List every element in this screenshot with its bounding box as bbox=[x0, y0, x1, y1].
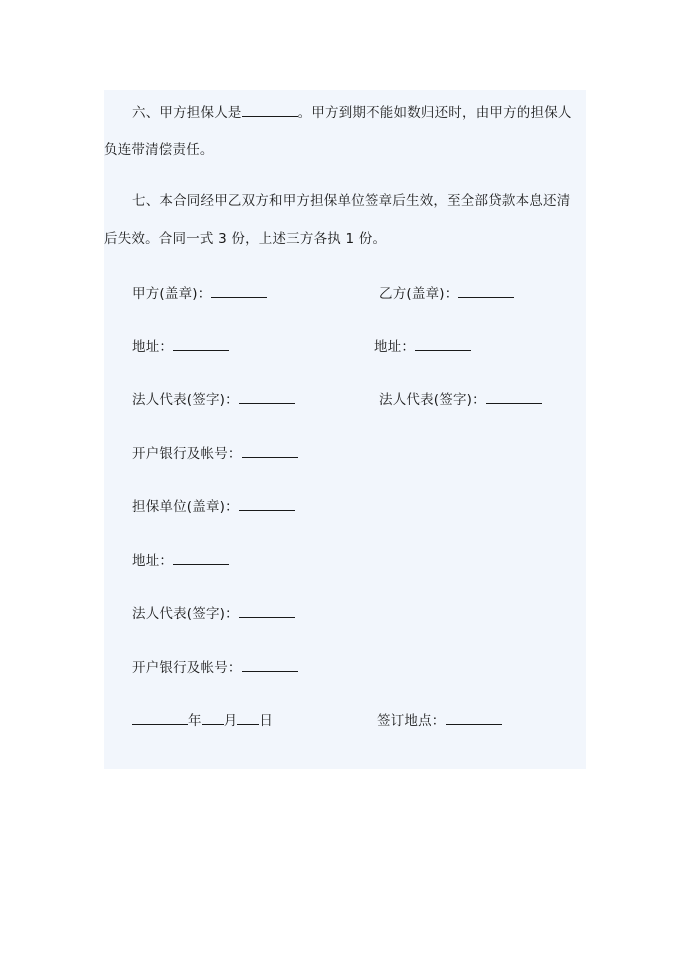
guarantor-bank-field bbox=[132, 658, 298, 677]
party-a-bank-field bbox=[132, 444, 298, 463]
party-a-bank-label: 开户银行及帐号： bbox=[132, 446, 242, 462]
clause-7-line-1: 七、本合同经甲乙双方和甲方担保单位签章后生效，至全部贷款本息还清 bbox=[132, 193, 571, 209]
guarantor-seal-blank[interactable] bbox=[239, 497, 295, 511]
party-b-address-label: 地址： bbox=[374, 339, 416, 355]
clause-6-suffix: 。甲方到期不能如数归还时，由甲方的担保人 bbox=[297, 105, 572, 121]
signing-place-field bbox=[377, 711, 502, 730]
signing-place-label: 签订地点： bbox=[377, 713, 446, 729]
party-a-legal-rep-field bbox=[132, 390, 295, 409]
party-a-seal-field bbox=[132, 284, 267, 303]
party-a-legal-rep-blank[interactable] bbox=[239, 390, 295, 404]
guarantor-address-blank[interactable] bbox=[173, 551, 229, 565]
guarantor-bank-label: 开户银行及帐号： bbox=[132, 660, 242, 676]
signing-date-field bbox=[132, 711, 273, 730]
party-a-address-field bbox=[132, 337, 229, 356]
guarantor-legal-rep-label: 法人代表(签字)： bbox=[132, 606, 239, 622]
clause-7-line-2: 后失效。合同一式 3 份，上述三方各执 1 份。 bbox=[104, 231, 387, 247]
clause-6-line-2: 负连带清偿责任。 bbox=[104, 142, 214, 158]
clause-6-line-1 bbox=[132, 103, 572, 122]
party-b-seal-field bbox=[379, 284, 514, 303]
guarantor-legal-rep-field bbox=[132, 604, 295, 623]
guarantor-seal-field bbox=[132, 497, 295, 516]
month-blank[interactable] bbox=[202, 711, 224, 725]
guarantor-address-field bbox=[132, 551, 229, 570]
guarantor-seal-label: 担保单位(盖章)： bbox=[132, 499, 239, 515]
year-label: 年 bbox=[188, 713, 202, 729]
day-blank[interactable] bbox=[237, 711, 259, 725]
guarantor-legal-rep-blank[interactable] bbox=[239, 604, 295, 618]
clause-6-prefix: 六、甲方担保人是 bbox=[132, 105, 242, 121]
guarantor-address-label: 地址： bbox=[132, 553, 174, 569]
party-a-seal-blank[interactable] bbox=[211, 284, 267, 298]
signing-place-blank[interactable] bbox=[446, 711, 502, 725]
day-label: 日 bbox=[259, 713, 274, 729]
party-b-legal-rep-label: 法人代表(签字)： bbox=[379, 392, 486, 408]
month-label: 月 bbox=[223, 713, 238, 729]
party-b-legal-rep-blank[interactable] bbox=[486, 390, 542, 404]
party-a-legal-rep-label: 法人代表(签字)： bbox=[132, 392, 239, 408]
party-b-address-blank[interactable] bbox=[415, 337, 471, 351]
party-b-seal-blank[interactable] bbox=[458, 284, 514, 298]
year-blank[interactable] bbox=[132, 711, 188, 725]
party-a-seal-label: 甲方(盖章)： bbox=[132, 286, 212, 302]
party-a-address-label: 地址： bbox=[132, 339, 174, 355]
party-a-address-blank[interactable] bbox=[173, 337, 229, 351]
party-a-bank-blank[interactable] bbox=[242, 444, 298, 458]
party-b-legal-rep-field bbox=[379, 390, 542, 409]
guarantor-name-blank[interactable] bbox=[242, 103, 298, 117]
party-b-address-field bbox=[374, 337, 471, 356]
party-b-seal-label: 乙方(盖章)： bbox=[379, 286, 459, 302]
guarantor-bank-blank[interactable] bbox=[242, 658, 298, 672]
